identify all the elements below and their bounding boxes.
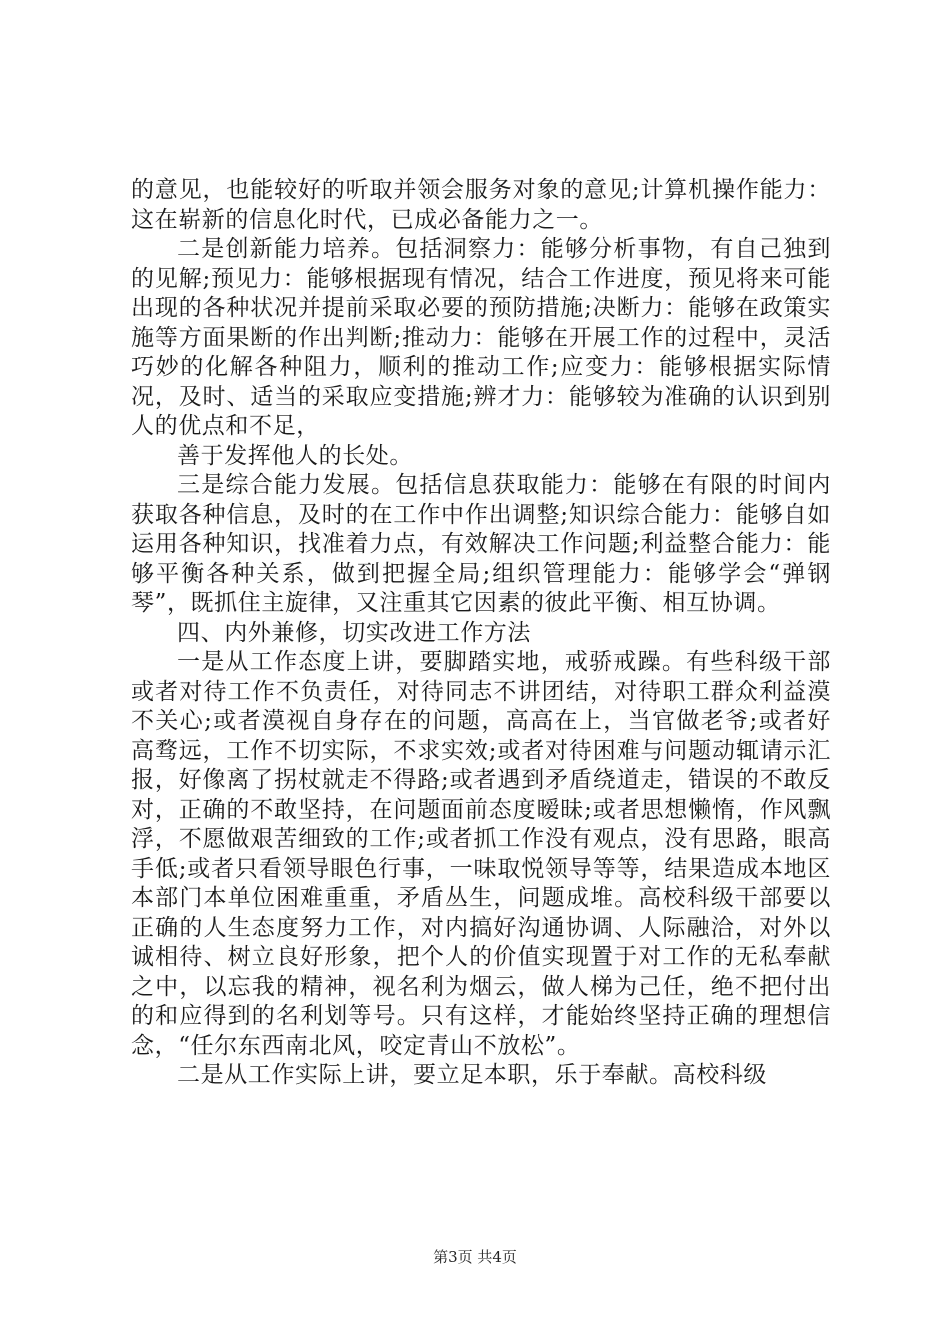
- paragraph-comprehensive-ability: 三是综合能力发展。包括信息获取能力：能够在有限的时间内获取各种信息，及时的在工作中作出调整;知识综合能力：能够自如运用各种知识，找准着力点，有效解决工作问题;利益整合能力：能够平衡各种关系，做到把握全局;组织管理能力：能够学会“弹钢琴”，既抓住主旋律，又注重其它因素的彼此平衡、相互协调。: [131, 472, 831, 616]
- paragraph-work-attitude: 一是从工作态度上讲，要脚踏实地，戒骄戒躁。有些科级干部或者对待工作不负责任，对待同志不讲团结，对待职工群众利益漠不关心;或者漠视自身存在的问题，高高在上，当官做老爷;或者好高骛远，工作不切实际，不求实效;或者对待困难与问题动辄请示汇报，好像离了拐杖就走不得路;或者遇到矛盾绕道走，错误的不敢反对，正确的不敢坚持，在问题面前态度暧昧;或者思想懒惰，作风飘浮，不愿做艰苦细致的工作;或者抓工作没有观点，没有思路，眼高手低;或者只看领导眼色行事，一味取悦领导等等，结果造成本地区本部门本单位困难重重，矛盾丛生，问题成堆。高校科级干部要以正确的人生态度努力工作，对内搞好沟通协调、人际融洽，对外以诚相待、树立良好形象，把个人的价值实现置于对工作的无私奉献之中，以忘我的精神，视名利为烟云，做人梯为己任，绝不把付出的和应得到的名利划等号。只有这样，才能始终坚持正确的理想信念，“任尔东西南北风，咬定青山不放松”。: [131, 649, 831, 1059]
- section-heading-four: 四、内外兼修，切实改进工作方法: [177, 619, 531, 646]
- paragraph-innovation-ability: 二是创新能力培养。包括洞察力：能够分析事物，有自己独到的见解;预见力：能够根据现有情况，结合工作进度，预见将来可能出现的各种状况并提前采取必要的预防措施;决断力：能够在政策实施等方面果断的作出判断;推动力：能够在开展工作的过程中，灵活巧妙的化解各种阻力，顺利的推动工作;应变力：能够根据实际情况，及时、适当的采取应变措施;辨才力：能够较为准确的认识到别人的优点和不足，: [131, 236, 831, 439]
- paragraph-work-practice: 二是从工作实际上讲，要立足本职，乐于奉献。高校科级: [177, 1062, 767, 1088]
- paragraph-continuation: 的意见，也能较好的听取并领会服务对象的意见;计算机操作能力：这在崭新的信息化时代，已成必备能力之一。: [131, 177, 831, 233]
- page-footer: 第3页 共4页: [433, 1248, 517, 1266]
- paragraph-strengths: 善于发挥他人的长处。: [177, 442, 413, 469]
- document-body: [131, 176, 831, 1091]
